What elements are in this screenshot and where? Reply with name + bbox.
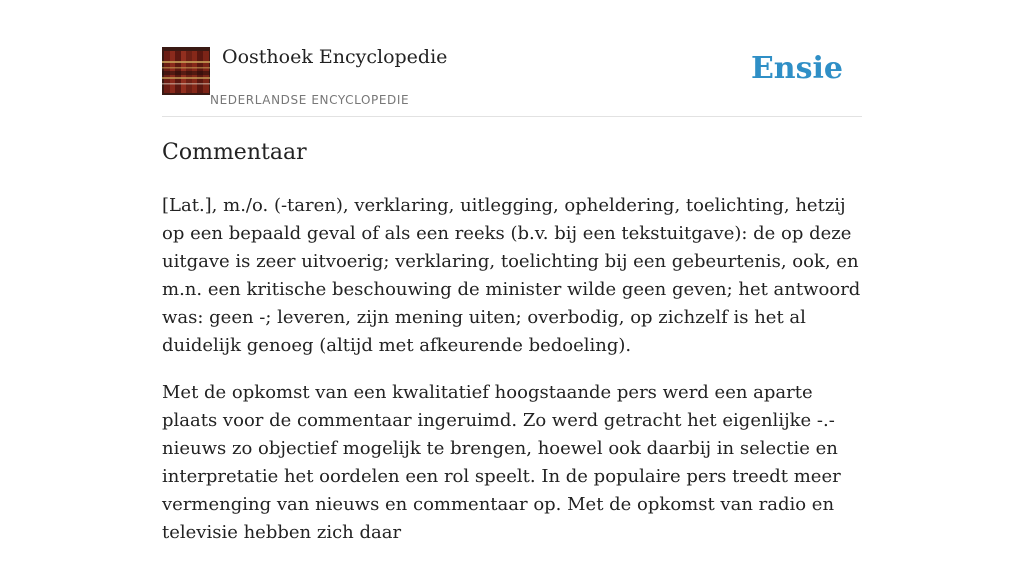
site-subtitle: NEDERLANDSE ENCYCLOPEDIE <box>210 93 410 107</box>
books-image <box>162 47 210 95</box>
encyclopedia-books-icon[interactable] <box>162 47 210 95</box>
brand-logo-link[interactable]: Ensie <box>750 51 843 86</box>
page-title: Commentaar <box>162 140 307 165</box>
article-content <box>162 192 862 566</box>
site-header <box>162 46 862 117</box>
site-title[interactable]: Oosthoek Encyclopedie <box>222 46 448 68</box>
article-paragraph: [Lat.], m./o. (-taren), verklaring, uitlegging, opheldering, toelichting, hetzij op een bepaald geval of als een reeks (b.v. bij een tekstuitgave): de op deze uitgave is zeer uitvoerig; verklaring, toelichting bij een gebeurtenis, ook, en m.n. een kritische beschouwing de minister wilde geen geven; het antwoord was: geen -; leveren, zijn mening uiten; overbodig, op zichzelf is het al duidelijk genoeg (altijd met afkeurende bedoeling). <box>162 195 861 356</box>
article-paragraph: Met de opkomst van een kwalitatief hoogstaande pers werd een aparte plaats voor de commentaar ingeruimd. Zo werd getracht het eigenlijke -.-nieuws zo objectief mogelijk te brengen, hoewel ook daarbij in selectie en interpretatie het oordelen een rol speelt. In de populaire pers treedt meer vermenging van nieuws en commentaar op. Met de opkomst van radio en televisie hebben zich daar <box>162 382 841 543</box>
